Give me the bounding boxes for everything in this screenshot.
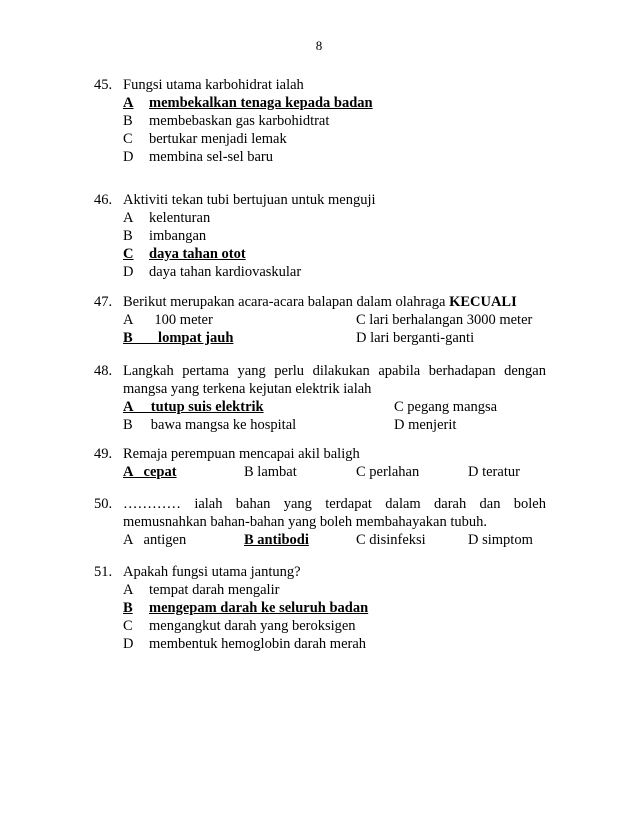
question-48 bbox=[94, 362, 546, 438]
question-text: Remaja perempuan mencapai akil baligh bbox=[123, 446, 360, 462]
option-c: C bertukar menjadi lemak bbox=[123, 131, 287, 147]
question-text: Apakah fungsi utama jantung? bbox=[123, 564, 301, 580]
option-c-correct: C daya tahan otot bbox=[123, 246, 246, 262]
option-d: D simptom bbox=[468, 532, 533, 548]
keyword-kecuali: KECUALI bbox=[449, 294, 517, 310]
option-d: D membina sel-sel baru bbox=[123, 149, 274, 165]
option-b: B bawa mangsa ke hospital bbox=[123, 417, 297, 433]
option-b-correct: B mengepam darah ke seluruh badan bbox=[123, 600, 369, 616]
question-51 bbox=[94, 563, 546, 653]
option-a: A 100 meter bbox=[123, 312, 213, 328]
option-b-correct: B lompat jauh bbox=[123, 330, 234, 346]
question-number: 47. bbox=[94, 294, 113, 310]
option-b: B membebaskan gas karbohidtrat bbox=[123, 113, 330, 129]
option-c: C perlahan bbox=[356, 464, 420, 480]
option-d: D membentuk hemoglobin darah merah bbox=[123, 636, 367, 652]
option-b: B imbangan bbox=[123, 228, 207, 244]
question-number: 49. bbox=[94, 446, 113, 462]
question-text: Berikut merupakan acara-acara balapan dalam olahraga bbox=[123, 294, 446, 310]
page-number: 8 bbox=[315, 38, 323, 53]
question-50 bbox=[94, 495, 546, 551]
option-d: D daya tahan kardiovaskular bbox=[123, 264, 302, 280]
question-number: 51. bbox=[94, 564, 113, 580]
option-a: A kelenturan bbox=[123, 210, 211, 226]
question-49 bbox=[94, 445, 546, 483]
option-c: C pegang mangsa bbox=[394, 399, 498, 415]
option-d: D lari berganti-ganti bbox=[356, 330, 475, 346]
option-a-correct: A cepat bbox=[123, 464, 177, 480]
option-a: A tempat darah mengalir bbox=[123, 582, 280, 598]
question-number: 48. bbox=[94, 363, 113, 379]
option-a-correct: A tutup suis elektrik bbox=[123, 399, 264, 415]
question-text: Fungsi utama karbohidrat ialah bbox=[123, 77, 304, 93]
option-c: C lari berhalangan 3000 meter bbox=[356, 312, 533, 328]
question-text-line-2: memusnahkan bahan-bahan yang boleh membahayakan tubuh. bbox=[123, 514, 487, 530]
option-d: D menjerit bbox=[394, 417, 457, 433]
option-d: D teratur bbox=[468, 464, 520, 480]
option-a: A antigen bbox=[123, 532, 187, 548]
question-46 bbox=[94, 191, 546, 281]
question-45 bbox=[94, 76, 546, 166]
option-c: C disinfeksi bbox=[356, 532, 426, 548]
question-number: 50. bbox=[94, 496, 113, 512]
option-a-correct: A membekalkan tenaga kepada badan bbox=[123, 95, 373, 111]
question-text: Aktiviti tekan tubi bertujuan untuk menguji bbox=[123, 192, 376, 208]
question-number: 46. bbox=[94, 192, 113, 208]
option-c: C mengangkut darah yang beroksigen bbox=[123, 618, 356, 634]
option-b-correct: B antibodi bbox=[244, 532, 309, 548]
option-b: B lambat bbox=[244, 464, 297, 480]
question-text-line-1: Langkah pertama yang perlu dilakukan apabila berhadapan dengan bbox=[123, 363, 546, 379]
question-number: 45. bbox=[94, 77, 113, 93]
question-47 bbox=[94, 293, 546, 353]
question-text-line-1: ………… ialah bahan yang terdapat dalam darah dan boleh bbox=[123, 496, 546, 512]
question-text-line-2: mangsa yang terkena kejutan elektrik ialah bbox=[123, 381, 372, 397]
